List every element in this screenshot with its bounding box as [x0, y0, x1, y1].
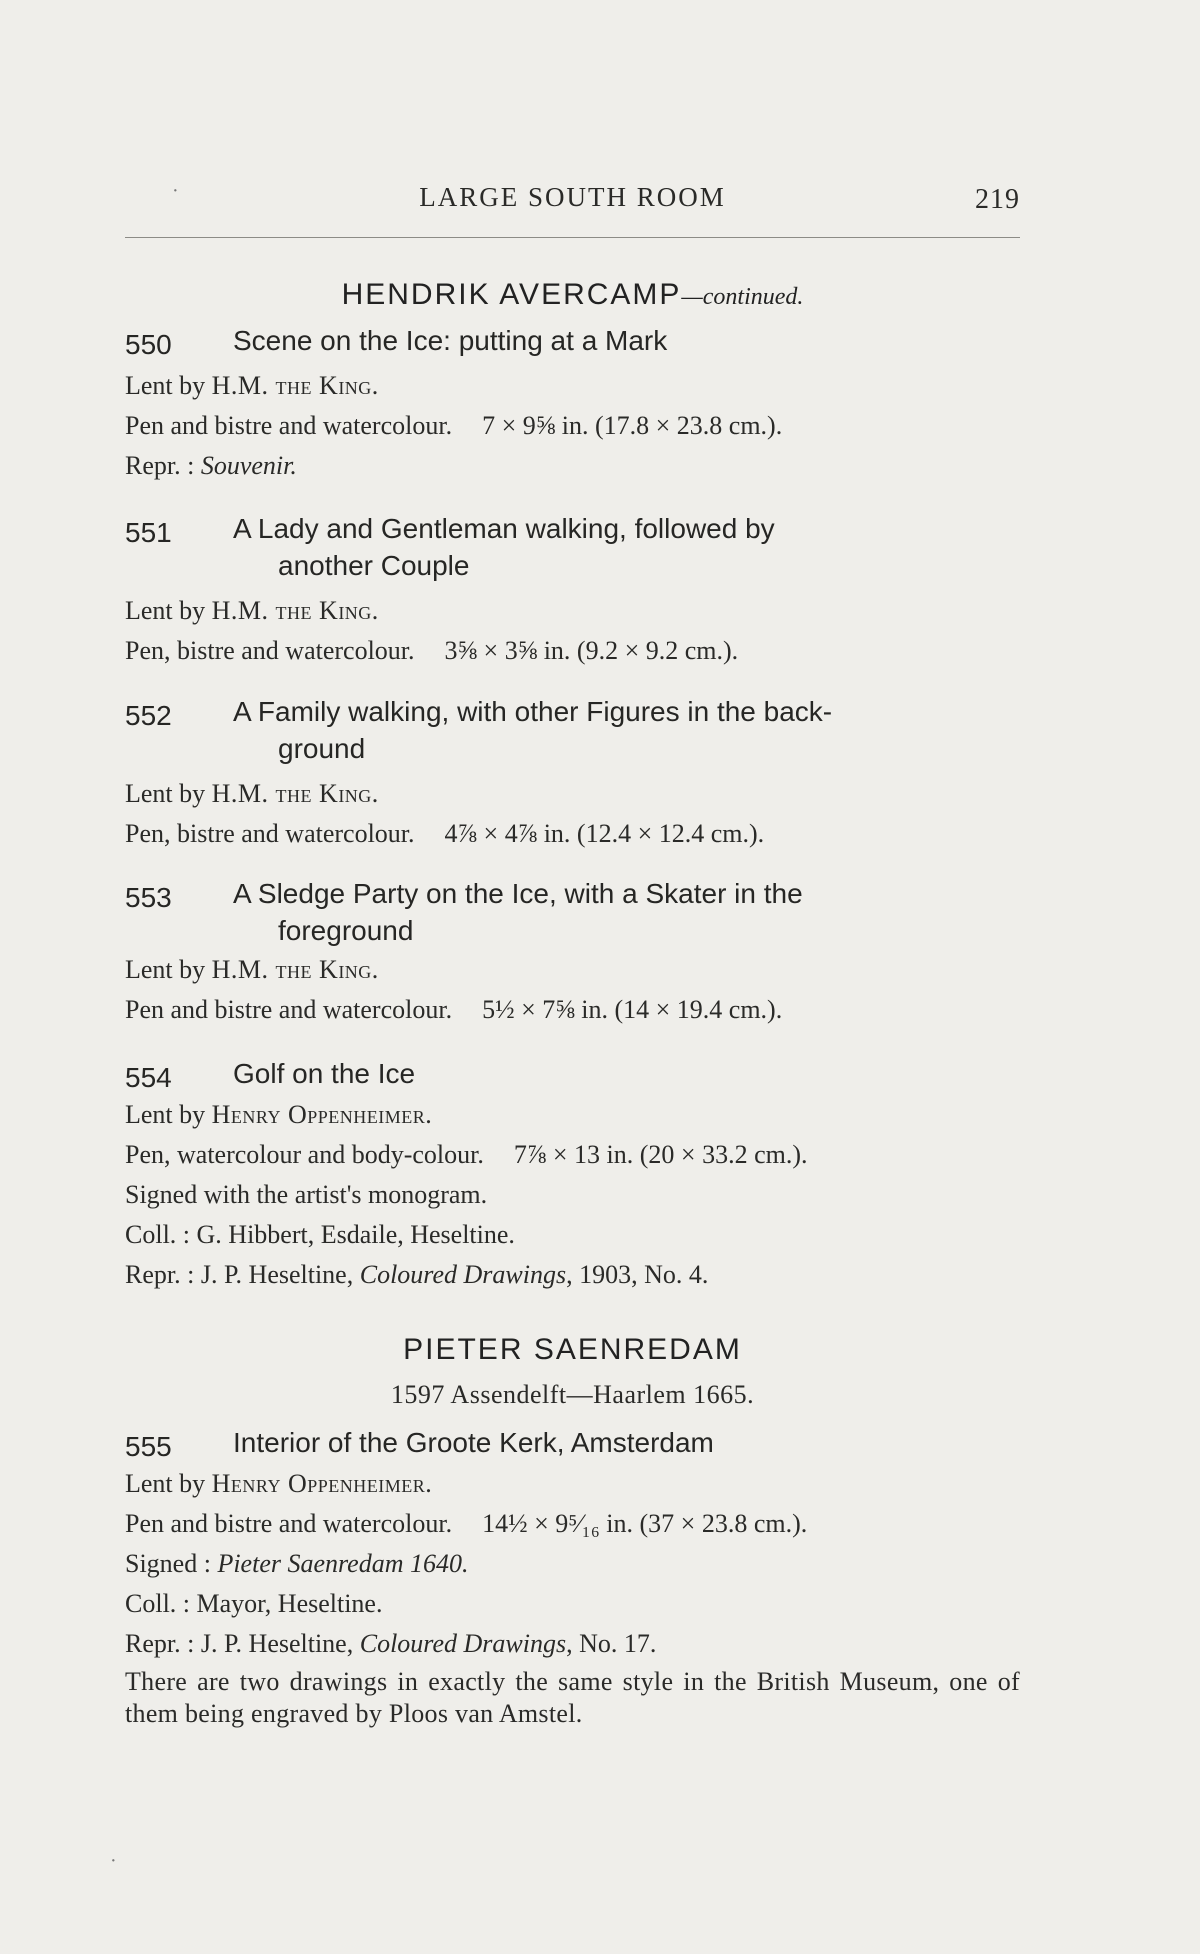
medium: Pen and bistre and watercolour. [125, 1509, 453, 1538]
entry-title: Golf on the Ice [233, 1058, 416, 1089]
entry-title: A Family walking, with other Figures in the back- [233, 696, 833, 727]
medium: Pen, bistre and watercolour. [125, 636, 415, 665]
dimensions: 4⅞ × 4⅞ in. (12.4 × 12.4 cm.). [444, 819, 765, 848]
dimensions: 5½ × 7⅝ in. (14 × 19.4 cm.). [482, 995, 783, 1024]
entry-heading [125, 510, 1020, 584]
catalogue-entry [125, 693, 1020, 854]
running-title: LARGE SOUTH ROOM [419, 182, 726, 212]
entry-heading [125, 875, 1020, 949]
entry-title-continuation: ground [278, 733, 366, 764]
repr-details: , 1903, No. 4. [566, 1260, 709, 1289]
repr-title: Coloured Drawings [359, 1629, 567, 1658]
lent-by-label: Lent by [125, 779, 212, 808]
entry-number: 551 [125, 517, 172, 548]
lender-line [125, 1095, 1020, 1135]
medium-line [125, 406, 1020, 446]
entry-title: Scene on the Ice: putting at a Mark [233, 325, 668, 356]
catalogue-entry [125, 1055, 1020, 1295]
repr-label: Repr. : [125, 1629, 201, 1658]
repr-title: Coloured Drawings [359, 1260, 567, 1289]
lender-line [125, 591, 1020, 631]
repr-details: , No. 17. [566, 1629, 657, 1658]
medium-line [125, 631, 1020, 671]
entry-number: 553 [125, 882, 172, 913]
catalogue-entry [125, 875, 1020, 1030]
lent-by-label: Lent by [125, 955, 212, 984]
entry-number: 552 [125, 700, 172, 731]
medium: Pen, watercolour and body-colour. [125, 1140, 484, 1169]
page-number: 219 [975, 184, 1020, 215]
dimensions: 3⅝ × 3⅝ in. (9.2 × 9.2 cm.). [444, 636, 739, 665]
entry-note: There are two drawings in exactly the same style in the British Museum, one of them being engraved by Ploos van Amstel. [125, 1667, 1020, 1728]
repr-author: J. P. Heseltine, [200, 1629, 360, 1658]
artist-name: HENDRIK AVERCAMP [341, 278, 682, 311]
signed-line [125, 1544, 1020, 1584]
running-head [125, 182, 1020, 230]
repr-title: Souvenir. [200, 451, 297, 480]
entry-number: 550 [125, 329, 172, 360]
entry-heading [125, 322, 1020, 359]
medium-line [125, 990, 1020, 1030]
medium: Pen and bistre and watercolour. [125, 995, 453, 1024]
catalogue-entry [125, 1424, 1020, 1730]
reproduction-line [125, 1624, 1020, 1664]
dimensions: 7 × 9⅝ in. (17.8 × 23.8 cm.). [482, 411, 783, 440]
entry-title-continuation: another Couple [278, 550, 470, 581]
lender: Henry Oppenheimer. [211, 1469, 433, 1498]
catalogue-entry [125, 322, 1020, 486]
medium-line [125, 1504, 1020, 1544]
artist-heading [125, 278, 1020, 312]
repr-label: Repr. : [125, 1260, 201, 1289]
lender: Henry Oppenheimer. [211, 1100, 433, 1129]
signature: Pieter Saenredam 1640. [217, 1549, 469, 1578]
medium-line [125, 814, 1020, 854]
lender-line [125, 366, 1020, 406]
page-speck: · [172, 180, 179, 202]
repr-author: J. P. Heseltine, [200, 1260, 360, 1289]
signed-label: Signed : [125, 1549, 218, 1578]
medium-line [125, 1135, 1020, 1175]
lent-by-label: Lent by [125, 596, 212, 625]
entry-number: 555 [125, 1431, 172, 1462]
entry-heading [125, 1424, 1020, 1461]
artist-dates: 1597 Assendelft—Haarlem 1665. [390, 1380, 755, 1409]
artist-heading: PIETER SAENREDAM [403, 1333, 742, 1366]
entry-heading [125, 1055, 1020, 1092]
lender-line [125, 950, 1020, 990]
continued-label: —continued. [681, 284, 804, 310]
lent-by-label: Lent by [125, 1469, 212, 1498]
lent-by-label: Lent by [125, 1100, 212, 1129]
entry-heading [125, 693, 1020, 767]
collection-line: Coll. : G. Hibbert, Esdaile, Heseltine. [125, 1220, 515, 1249]
page-speck: · [110, 1850, 117, 1872]
catalogue-entry [125, 510, 1020, 671]
signed-line: Signed with the artist's monogram. [125, 1180, 488, 1209]
lender: H.M. the King. [211, 779, 379, 808]
entry-title: Interior of the Groote Kerk, Amsterdam [233, 1427, 714, 1458]
lender: H.M. the King. [211, 955, 379, 984]
entry-title-continuation: foreground [278, 915, 414, 946]
lender: H.M. the King. [211, 596, 379, 625]
lender-line [125, 774, 1020, 814]
entry-number: 554 [125, 1062, 172, 1093]
dimensions: 7⅞ × 13 in. (20 × 33.2 cm.). [513, 1140, 808, 1169]
entry-title: A Lady and Gentleman walking, followed by [233, 513, 775, 544]
entry-title: A Sledge Party on the Ice, with a Skater in the [233, 878, 803, 909]
collection-line: Coll. : Mayor, Heseltine. [125, 1589, 383, 1618]
header-rule [125, 237, 1020, 238]
lender: H.M. the King. [211, 371, 379, 400]
reproduction-line [125, 446, 1020, 486]
reproduction-line [125, 1255, 1020, 1295]
medium: Pen, bistre and watercolour. [125, 819, 415, 848]
dimensions: 14½ × 9⁵⁄₁₆ in. (37 × 23.8 cm.). [482, 1509, 808, 1538]
lent-by-label: Lent by [125, 371, 212, 400]
repr-label: Repr. : [125, 451, 201, 480]
lender-line [125, 1464, 1020, 1504]
medium: Pen and bistre and watercolour. [125, 411, 453, 440]
